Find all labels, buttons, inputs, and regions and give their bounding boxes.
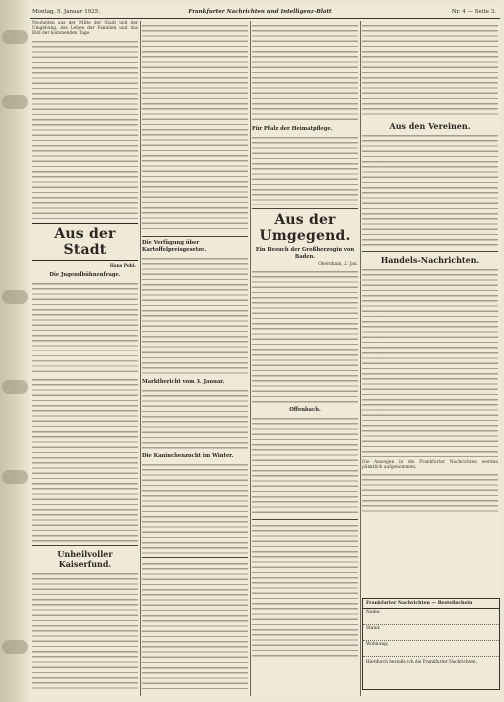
article-divider [142,236,248,237]
article-title-heimatpflege: Für Pfalz der Heimatpflege. [252,126,333,132]
binding-stitch [2,470,28,484]
text-block [252,269,358,404]
text-block [252,23,358,123]
order-form-footer: Hierdurch bestelle ich die Frankfurter Nachrichten. [366,659,477,664]
text-block [362,267,498,457]
article-subtitle-grossherzogin: Ein Besuch der Großherzogin von Baden. [255,247,355,260]
text-block [142,388,248,450]
article-divider [252,208,358,209]
article-divider [362,251,498,252]
article-title-kartoffel: Die Verfügung über Kartoffelpreisgesetze. [142,240,207,253]
column-rule [140,21,141,696]
column-1-intro: Neuheiten aus der Mitte der Stadt und der Umgebung, das Leben der Familien und das Bild der kommenden Tage. [32,21,138,37]
article-divider [32,545,138,546]
poem-author: Hans Pohl. [109,263,136,269]
text-block [362,23,498,118]
header-title: Frankfurter Nachrichten und Intelligenz-Blatt [188,9,332,15]
column-4 [362,21,498,512]
verse-block [32,353,138,375]
column-2 [142,21,248,691]
header-date: Montag, 5. Januar 1925. [32,9,100,15]
section-title-aus-der-stadt: Aus der Stadt [32,223,138,261]
text-block [142,462,248,554]
text-block [142,23,248,233]
order-field-stand: Stand: [363,625,499,641]
column-rule [360,21,361,696]
binding-stitch [2,640,28,654]
text-block [252,523,358,658]
section-title-handels-nachrichten: Handels-Nachrichten. [380,255,480,265]
article-divider [252,519,358,520]
text-block [142,256,248,376]
dateline-obernhain: Obernhain, 2. Jan. [318,262,358,267]
note-kaninchenzucht: Die Kaninchenzucht im Winter. [142,453,234,459]
article-divider [142,557,248,558]
text-block [252,135,358,205]
column-1 [32,21,138,689]
binding-stitch [2,30,28,44]
ad-notice: Die Anzeigen in die Frankfurter Nachrichten werden pünktlich aufgenommen. [362,460,498,471]
article-title-kaiserfund: Unheilvoller Kaiserfund. [57,548,113,569]
header-page-number: Nr. 4 — Seite 3. [451,9,496,15]
order-field-name: Name: [363,609,499,625]
paper-sheet [30,6,500,696]
header-rule [30,18,500,19]
order-field-wohnung: Wohnung: [363,641,499,657]
text-block [362,133,498,248]
text-block [252,416,358,516]
text-block [32,377,138,542]
text-block [32,39,138,219]
article-title-jugendbuehne: Die Jugendbühnenfrage. [49,271,121,278]
binding-stitch [2,380,28,394]
column-3 [252,21,358,658]
section-title-aus-der-umgegend: Aus der Umgegend. [259,212,351,244]
order-form-heading: Frankfurter Nachrichten — Bestellschein [363,599,499,609]
text-block [32,571,138,689]
binding-stitch [2,95,28,109]
text-block [362,472,498,512]
text-block [32,281,138,351]
column-rule [250,21,251,696]
text-block [142,561,248,691]
order-form [362,598,500,690]
binding-edge [0,0,30,702]
note-offenbach: Offenbach. [289,407,321,414]
binding-stitch [2,290,28,304]
note-marktbericht: Marktbericht vom 3. Januar. [142,379,225,385]
section-title-vereine: Aus den Vereinen. [389,121,471,131]
